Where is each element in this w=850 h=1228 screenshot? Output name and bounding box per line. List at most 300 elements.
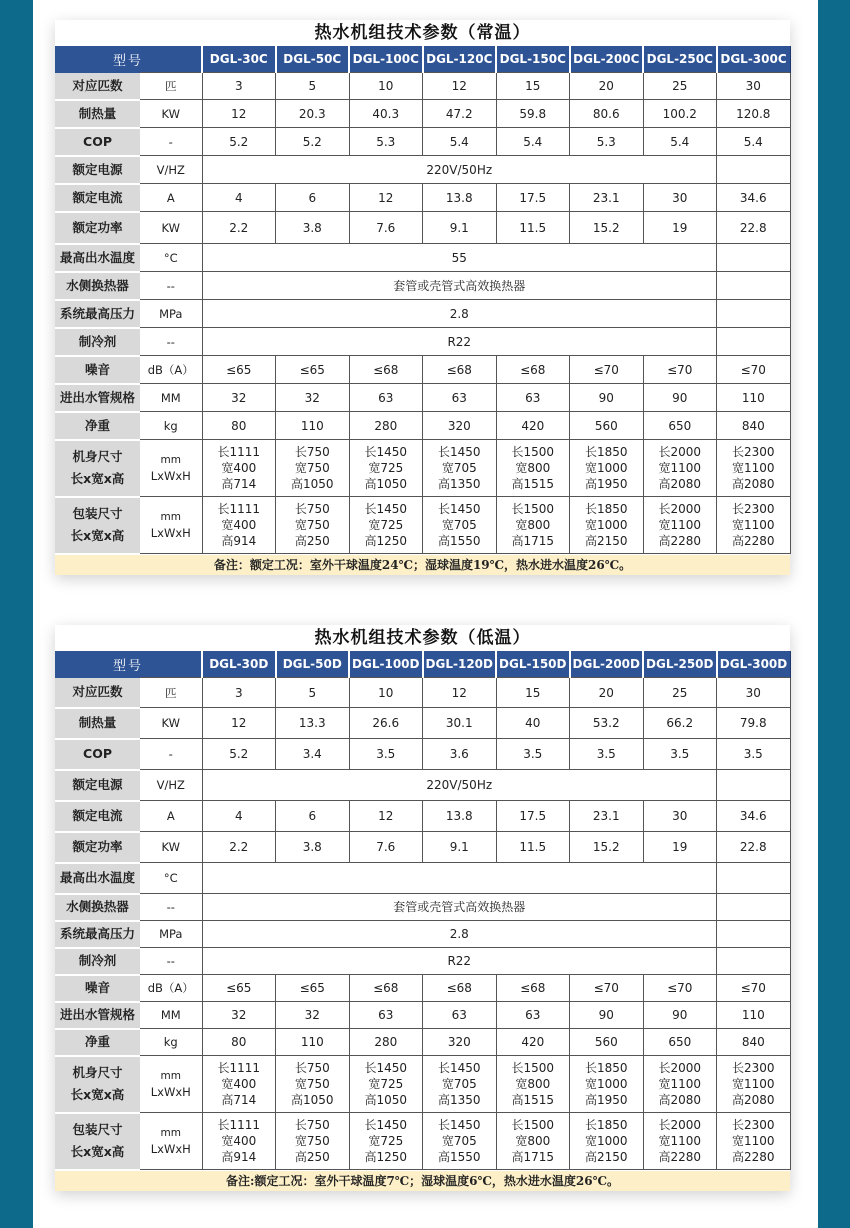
row-noise xyxy=(55,975,790,1002)
left-frame-band xyxy=(0,0,33,1228)
model-header: 型号 xyxy=(55,46,202,73)
cell-value: 2.2 xyxy=(202,212,276,244)
dimension-cell: 长1450 宽725 高1050 xyxy=(349,1056,423,1113)
row-power_supply xyxy=(55,770,790,801)
row-label: COP xyxy=(55,739,140,770)
cell-value: 120.8 xyxy=(717,100,791,128)
row-power_supply xyxy=(55,156,790,184)
cell-value: 12 xyxy=(423,73,497,100)
cell-value: 80 xyxy=(202,1029,276,1056)
row-label: 机身尺寸 长x宽x高 xyxy=(55,1056,140,1113)
cell-value: 840 xyxy=(717,1029,791,1056)
cell-value: 110 xyxy=(717,1002,791,1029)
row-unit: - xyxy=(140,739,202,770)
cell-value: 9.1 xyxy=(423,832,497,863)
dimension-cell: 长2300 宽1100 高2280 xyxy=(717,1113,791,1170)
row-unit: kg xyxy=(140,1029,202,1056)
cell-value: 110 xyxy=(717,384,791,412)
cell-value: 19 xyxy=(643,832,717,863)
row-unit: KW xyxy=(140,100,202,128)
cell-value: 3.5 xyxy=(570,739,644,770)
cell-value: ≤68 xyxy=(349,975,423,1002)
cell-value: 4 xyxy=(202,184,276,212)
row-hp xyxy=(55,678,790,708)
header-row xyxy=(55,46,790,73)
cell-value: 320 xyxy=(423,412,497,440)
row-max_temp xyxy=(55,244,790,272)
spec-table xyxy=(55,46,791,555)
dimension-cell: 长2300 宽1100 高2280 xyxy=(717,497,791,554)
dimension-cell: 长1850 宽1000 高1950 xyxy=(570,1056,644,1113)
dimension-cell: 长750 宽750 高250 xyxy=(276,1113,350,1170)
row-label: 额定功率 xyxy=(55,832,140,863)
cell-value: 5.4 xyxy=(496,128,570,156)
row-label: 机身尺寸 长x宽x高 xyxy=(55,440,140,497)
dimension-cell: 长1500 宽800 高1715 xyxy=(496,497,570,554)
cell-value: 34.6 xyxy=(717,184,791,212)
model-name: DGL-300D xyxy=(717,651,791,678)
model-name: DGL-100C xyxy=(349,46,423,73)
dimension-cell: 长1450 宽725 高1050 xyxy=(349,440,423,497)
cell-value: 53.2 xyxy=(570,708,644,739)
cell-value: ≤70 xyxy=(643,975,717,1002)
row-label: 净重 xyxy=(55,412,140,440)
row-body_size xyxy=(55,440,790,497)
row-label: 水侧换热器 xyxy=(55,894,140,921)
cell-value: 23.1 xyxy=(570,184,644,212)
cell-value: ≤68 xyxy=(349,356,423,384)
row-label: 制热量 xyxy=(55,100,140,128)
cell-value: 12 xyxy=(349,184,423,212)
row-unit: 匹 xyxy=(140,73,202,100)
cell-value: 840 xyxy=(717,412,791,440)
empty-cell xyxy=(717,272,791,300)
dimension-cell: 长1450 宽725 高1250 xyxy=(349,1113,423,1170)
cell-value: 20.3 xyxy=(276,100,350,128)
cell-value: ≤70 xyxy=(717,975,791,1002)
cell-value: 11.5 xyxy=(496,212,570,244)
row-label: 最高出水温度 xyxy=(55,244,140,272)
row-unit: KW xyxy=(140,708,202,739)
row-unit: kg xyxy=(140,412,202,440)
cell-value: 5 xyxy=(276,678,350,708)
cell-value: 560 xyxy=(570,412,644,440)
cell-value: 5.2 xyxy=(202,739,276,770)
model-name: DGL-120D xyxy=(423,651,497,678)
cell-value: 32 xyxy=(202,384,276,412)
spec-table-normal-temp xyxy=(55,20,790,575)
cell-value: ≤65 xyxy=(276,356,350,384)
cell-value: 320 xyxy=(423,1029,497,1056)
cell-value: 5.4 xyxy=(717,128,791,156)
cell-value: 5.2 xyxy=(276,128,350,156)
cell-value: 40 xyxy=(496,708,570,739)
cell-value: 110 xyxy=(276,1029,350,1056)
row-unit: mm LxWxH xyxy=(140,1113,202,1170)
cell-value: 100.2 xyxy=(643,100,717,128)
row-label: 额定电流 xyxy=(55,801,140,832)
merged-value: R22 xyxy=(202,328,717,356)
dimension-cell: 长2000 宽1100 高2080 xyxy=(643,440,717,497)
cell-value: 420 xyxy=(496,1029,570,1056)
cell-value: 560 xyxy=(570,1029,644,1056)
spec-table-low-temp xyxy=(55,625,790,1191)
merged-value: 220V/50Hz xyxy=(202,156,717,184)
dimension-cell: 长750 宽750 高250 xyxy=(276,497,350,554)
empty-cell xyxy=(717,863,791,894)
cell-value: 5.4 xyxy=(643,128,717,156)
cell-value: 22.8 xyxy=(717,212,791,244)
row-unit: V/HZ xyxy=(140,156,202,184)
cell-value: 90 xyxy=(643,1002,717,1029)
cell-value: 90 xyxy=(643,384,717,412)
dimension-cell: 长750 宽750 高1050 xyxy=(276,1056,350,1113)
cell-value: 25 xyxy=(643,73,717,100)
dimension-cell: 长1850 宽1000 高2150 xyxy=(570,497,644,554)
row-body_size xyxy=(55,1056,790,1113)
dimension-cell: 长1111 宽400 高714 xyxy=(202,1056,276,1113)
row-unit: A xyxy=(140,801,202,832)
row-unit: KW xyxy=(140,212,202,244)
row-weight xyxy=(55,1029,790,1056)
cell-value: 63 xyxy=(349,384,423,412)
cell-value: 17.5 xyxy=(496,801,570,832)
dimension-cell: 长1500 宽800 高1515 xyxy=(496,440,570,497)
row-unit: MPa xyxy=(140,300,202,328)
row-label: 额定电源 xyxy=(55,156,140,184)
dimension-cell: 长2000 宽1100 高2280 xyxy=(643,497,717,554)
model-name: DGL-200D xyxy=(570,651,644,678)
cell-value: 32 xyxy=(276,384,350,412)
dimension-cell: 长1500 宽800 高1715 xyxy=(496,1113,570,1170)
cell-value: 7.6 xyxy=(349,212,423,244)
cell-value: 15 xyxy=(496,73,570,100)
model-name: DGL-250C xyxy=(643,46,717,73)
cell-value: 280 xyxy=(349,412,423,440)
right-frame-band xyxy=(818,0,850,1228)
cell-value: 17.5 xyxy=(496,184,570,212)
merged-value: R22 xyxy=(202,948,717,975)
cell-value: 13.3 xyxy=(276,708,350,739)
dimension-cell: 长2000 宽1100 高2280 xyxy=(643,1113,717,1170)
row-label: 对应匹数 xyxy=(55,678,140,708)
cell-value: 12 xyxy=(423,678,497,708)
cell-value: 59.8 xyxy=(496,100,570,128)
empty-cell xyxy=(717,948,791,975)
row-label: 对应匹数 xyxy=(55,73,140,100)
row-label: 水侧换热器 xyxy=(55,272,140,300)
row-label: 额定电流 xyxy=(55,184,140,212)
cell-value: 63 xyxy=(349,1002,423,1029)
cell-value: 79.8 xyxy=(717,708,791,739)
row-unit: -- xyxy=(140,328,202,356)
model-name: DGL-120C xyxy=(423,46,497,73)
cell-value: 63 xyxy=(423,1002,497,1029)
cell-value: 20 xyxy=(570,73,644,100)
cell-value: 6 xyxy=(276,184,350,212)
row-hp xyxy=(55,73,790,100)
row-noise xyxy=(55,356,790,384)
row-unit: MM xyxy=(140,1002,202,1029)
row-unit: dB（A） xyxy=(140,356,202,384)
merged-value: 套管或壳管式高效换热器 xyxy=(202,272,717,300)
cell-value: 22.8 xyxy=(717,832,791,863)
cell-value: 12 xyxy=(202,100,276,128)
cell-value: 3.8 xyxy=(276,212,350,244)
cell-value: 9.1 xyxy=(423,212,497,244)
row-cop xyxy=(55,128,790,156)
cell-value: ≤68 xyxy=(496,356,570,384)
row-unit: -- xyxy=(140,894,202,921)
row-unit: - xyxy=(140,128,202,156)
cell-value: 6 xyxy=(276,801,350,832)
cell-value: 13.8 xyxy=(423,801,497,832)
row-cop xyxy=(55,739,790,770)
cell-value: 32 xyxy=(276,1002,350,1029)
cell-value: 3.6 xyxy=(423,739,497,770)
cell-value: ≤68 xyxy=(423,975,497,1002)
row-refrigerant xyxy=(55,328,790,356)
model-name: DGL-50C xyxy=(276,46,350,73)
row-label: 净重 xyxy=(55,1029,140,1056)
row-unit: V/HZ xyxy=(140,770,202,801)
row-unit: -- xyxy=(140,272,202,300)
row-weight xyxy=(55,412,790,440)
cell-value: 3 xyxy=(202,678,276,708)
cell-value: 11.5 xyxy=(496,832,570,863)
row-exchanger xyxy=(55,894,790,921)
cell-value: 47.2 xyxy=(423,100,497,128)
row-rated_power xyxy=(55,832,790,863)
cell-value: ≤70 xyxy=(570,975,644,1002)
row-label: 制冷剂 xyxy=(55,948,140,975)
dimension-cell: 长1500 宽800 高1515 xyxy=(496,1056,570,1113)
row-unit: mm LxWxH xyxy=(140,440,202,497)
cell-value: 3.8 xyxy=(276,832,350,863)
cell-value: 3 xyxy=(202,73,276,100)
row-unit: °C xyxy=(140,244,202,272)
cell-value: 19 xyxy=(643,212,717,244)
cell-value: 13.8 xyxy=(423,184,497,212)
empty-cell xyxy=(717,770,791,801)
cell-value: 280 xyxy=(349,1029,423,1056)
row-current xyxy=(55,184,790,212)
model-name: DGL-150C xyxy=(496,46,570,73)
cell-value: 650 xyxy=(643,1029,717,1056)
cell-value: 12 xyxy=(202,708,276,739)
dimension-cell: 长1450 宽705 高1350 xyxy=(423,440,497,497)
row-unit: KW xyxy=(140,832,202,863)
cell-value: 25 xyxy=(643,678,717,708)
cell-value: 63 xyxy=(496,384,570,412)
dimension-cell: 长2000 宽1100 高2080 xyxy=(643,1056,717,1113)
empty-cell xyxy=(717,921,791,948)
model-name: DGL-150D xyxy=(496,651,570,678)
model-header: 型号 xyxy=(55,651,202,678)
empty-cell xyxy=(717,300,791,328)
spec-table xyxy=(55,651,791,1171)
cell-value: 30 xyxy=(717,678,791,708)
merged-value: 套管或壳管式高效换热器 xyxy=(202,894,717,921)
model-name: DGL-30C xyxy=(202,46,276,73)
cell-value: 90 xyxy=(570,384,644,412)
header-row xyxy=(55,651,790,678)
merged-value: 2.8 xyxy=(202,300,717,328)
cell-value: 10 xyxy=(349,678,423,708)
row-label: 噪音 xyxy=(55,975,140,1002)
dimension-cell: 长1450 宽705 高1550 xyxy=(423,1113,497,1170)
model-name: DGL-50D xyxy=(276,651,350,678)
cell-value: 63 xyxy=(423,384,497,412)
cell-value: 30 xyxy=(643,801,717,832)
dimension-cell: 长2300 宽1100 高2080 xyxy=(717,440,791,497)
row-label: 制热量 xyxy=(55,708,140,739)
row-current xyxy=(55,801,790,832)
row-heat xyxy=(55,708,790,739)
cell-value: 5.3 xyxy=(349,128,423,156)
cell-value: 63 xyxy=(496,1002,570,1029)
row-label: 包装尺寸 长x宽x高 xyxy=(55,1113,140,1170)
cell-value: 26.6 xyxy=(349,708,423,739)
row-unit: mm LxWxH xyxy=(140,1056,202,1113)
cell-value: ≤65 xyxy=(276,975,350,1002)
row-pressure xyxy=(55,300,790,328)
cell-value: 80 xyxy=(202,412,276,440)
merged-value: 55 xyxy=(202,244,717,272)
empty-cell xyxy=(717,894,791,921)
cell-value: 7.6 xyxy=(349,832,423,863)
model-name: DGL-250D xyxy=(643,651,717,678)
dimension-cell: 长1850 宽1000 高1950 xyxy=(570,440,644,497)
cell-value: 10 xyxy=(349,73,423,100)
cell-value: ≤70 xyxy=(570,356,644,384)
table-title: 热水机组技术参数（低温） xyxy=(314,628,531,648)
cell-value: 2.2 xyxy=(202,832,276,863)
model-name: DGL-100D xyxy=(349,651,423,678)
row-label: 进出水管规格 xyxy=(55,1002,140,1029)
cell-value: ≤65 xyxy=(202,356,276,384)
cell-value: 80.6 xyxy=(570,100,644,128)
cell-value: 32 xyxy=(202,1002,276,1029)
row-label: 噪音 xyxy=(55,356,140,384)
row-label: 包装尺寸 长x宽x高 xyxy=(55,497,140,554)
row-pipe xyxy=(55,1002,790,1029)
cell-value: 12 xyxy=(349,801,423,832)
row-unit: mm LxWxH xyxy=(140,497,202,554)
merged-value: 2.8 xyxy=(202,921,717,948)
cell-value: 110 xyxy=(276,412,350,440)
cell-value: 30 xyxy=(643,184,717,212)
dimension-cell: 长1450 宽705 高1550 xyxy=(423,497,497,554)
row-label: 最高出水温度 xyxy=(55,863,140,894)
row-unit: dB（A） xyxy=(140,975,202,1002)
row-pipe xyxy=(55,384,790,412)
row-label: 进出水管规格 xyxy=(55,384,140,412)
cell-value: 15 xyxy=(496,678,570,708)
row-label: COP xyxy=(55,128,140,156)
cell-value: 23.1 xyxy=(570,801,644,832)
row-max_temp xyxy=(55,863,790,894)
dimension-cell: 长1450 宽725 高1250 xyxy=(349,497,423,554)
cell-value: 3.5 xyxy=(496,739,570,770)
cell-value: 3.5 xyxy=(717,739,791,770)
dimension-cell: 长2300 宽1100 高2080 xyxy=(717,1056,791,1113)
row-unit: A xyxy=(140,184,202,212)
cell-value: 5.4 xyxy=(423,128,497,156)
cell-value: 650 xyxy=(643,412,717,440)
merged-value xyxy=(202,863,717,894)
cell-value: ≤70 xyxy=(717,356,791,384)
cell-value: 15.2 xyxy=(570,212,644,244)
row-label: 额定电源 xyxy=(55,770,140,801)
cell-value: 4 xyxy=(202,801,276,832)
cell-value: 30 xyxy=(717,73,791,100)
row-label: 额定功率 xyxy=(55,212,140,244)
cell-value: 15.2 xyxy=(570,832,644,863)
empty-cell xyxy=(717,244,791,272)
row-pack_size xyxy=(55,497,790,554)
dimension-cell: 长1111 宽400 高914 xyxy=(202,1113,276,1170)
row-label: 制冷剂 xyxy=(55,328,140,356)
cell-value: 3.4 xyxy=(276,739,350,770)
cell-value: 90 xyxy=(570,1002,644,1029)
row-label: 系统最高压力 xyxy=(55,300,140,328)
row-unit: -- xyxy=(140,948,202,975)
model-name: DGL-200C xyxy=(570,46,644,73)
table-title: 热水机组技术参数（常温） xyxy=(314,23,531,43)
model-name: DGL-300C xyxy=(717,46,791,73)
cell-value: 40.3 xyxy=(349,100,423,128)
dimension-cell: 长1111 宽400 高914 xyxy=(202,497,276,554)
cell-value: ≤70 xyxy=(643,356,717,384)
cell-value: 30.1 xyxy=(423,708,497,739)
row-pack_size xyxy=(55,1113,790,1170)
row-heat xyxy=(55,100,790,128)
cell-value: 5 xyxy=(276,73,350,100)
dimension-cell: 长1450 宽705 高1350 xyxy=(423,1056,497,1113)
row-pressure xyxy=(55,921,790,948)
cell-value: 20 xyxy=(570,678,644,708)
row-exchanger xyxy=(55,272,790,300)
row-unit: MM xyxy=(140,384,202,412)
footnote: 备注:额定工况：室外干球温度7℃；湿球温度6℃，热水进水温度26℃。 xyxy=(55,1171,790,1191)
footnote: 备注：额定工况：室外干球温度24℃；湿球温度19℃，热水进水温度26℃。 xyxy=(55,555,790,575)
dimension-cell: 长750 宽750 高1050 xyxy=(276,440,350,497)
row-label: 系统最高压力 xyxy=(55,921,140,948)
cell-value: 420 xyxy=(496,412,570,440)
cell-value: 3.5 xyxy=(643,739,717,770)
merged-value: 220V/50Hz xyxy=(202,770,717,801)
cell-value: ≤65 xyxy=(202,975,276,1002)
empty-cell xyxy=(717,156,791,184)
cell-value: 5.3 xyxy=(570,128,644,156)
dimension-cell: 长1111 宽400 高714 xyxy=(202,440,276,497)
dimension-cell: 长1850 宽1000 高2150 xyxy=(570,1113,644,1170)
row-unit: MPa xyxy=(140,921,202,948)
cell-value: 3.5 xyxy=(349,739,423,770)
row-unit: 匹 xyxy=(140,678,202,708)
row-rated_power xyxy=(55,212,790,244)
cell-value: 34.6 xyxy=(717,801,791,832)
cell-value: ≤68 xyxy=(423,356,497,384)
cell-value: 5.2 xyxy=(202,128,276,156)
empty-cell xyxy=(717,328,791,356)
cell-value: 66.2 xyxy=(643,708,717,739)
cell-value: ≤68 xyxy=(496,975,570,1002)
row-unit: °C xyxy=(140,863,202,894)
model-name: DGL-30D xyxy=(202,651,276,678)
row-refrigerant xyxy=(55,948,790,975)
